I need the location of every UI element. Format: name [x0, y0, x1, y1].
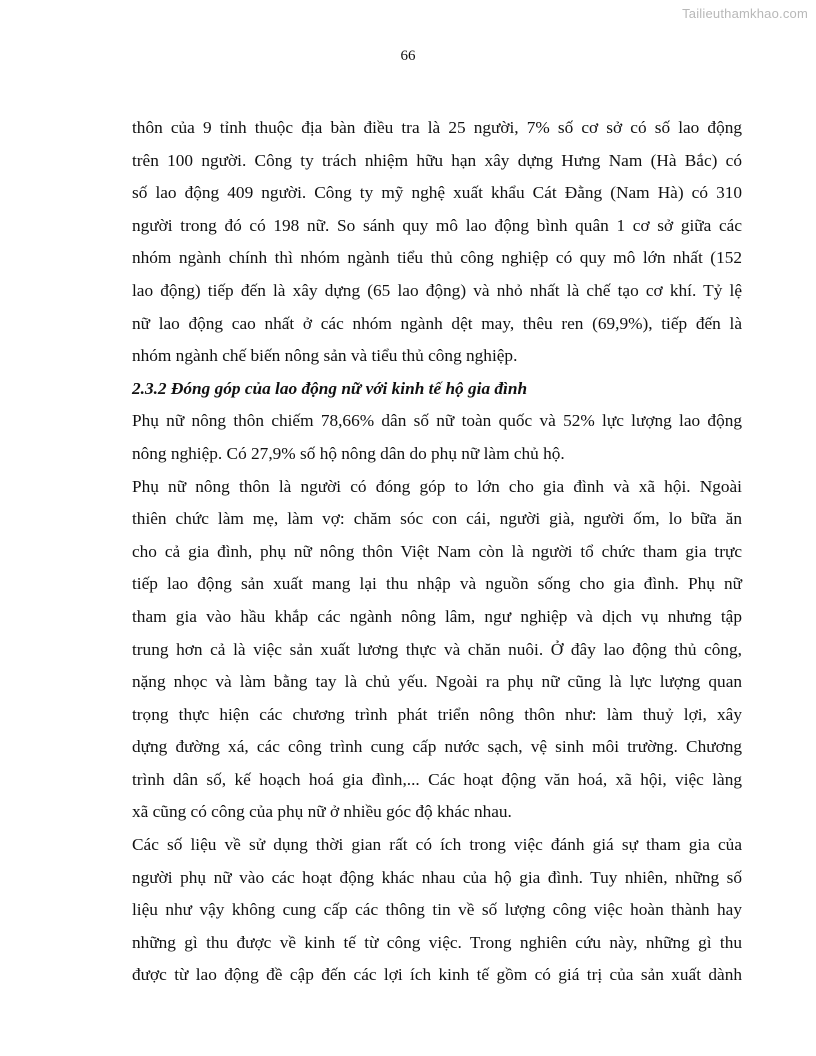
text-line: trên 100 người. Công ty trách nhiệm hữu hạn xây dựng Hưng Nam (Hà Bắc) có	[132, 150, 742, 170]
text-line: trung hơn cả là việc sản xuất lương thực và chăn nuôi. Ở đây lao động thủ công,	[132, 639, 742, 659]
text-line: nông nghiệp. Có 27,9% số hộ nông dân do phụ nữ làm chủ hộ.	[132, 443, 565, 463]
text-line: xã cũng có công của phụ nữ ở nhiều góc độ khác nhau.	[132, 802, 512, 822]
text-line: người trong đó có 198 nữ. So sánh quy mô lao động bình quân 1 cơ sở giữa các	[132, 215, 742, 235]
section-heading: 2.3.2 Đóng góp của lao động nữ với kinh tế hộ gia đình	[132, 378, 528, 398]
text-line: nữ lao động cao nhất ở các nhóm ngành dệt may, thêu ren (69,9%), tiếp đến là	[132, 313, 742, 333]
text-line: tham gia vào hầu khắp các ngành nông lâm, ngư nghiệp và dịch vụ nhưng tập	[132, 606, 742, 626]
text-line: số lao động 409 người. Công ty mỹ nghệ xuất khẩu Cát Đằng (Nam Hà) có 310	[132, 183, 742, 203]
text-line: Phụ nữ nông thôn chiếm 78,66% dân số nữ toàn quốc và 52% lực lượng lao động	[132, 411, 742, 431]
text-line: dựng đường xá, các công trình cung cấp nước sạch, vệ sinh môi trường. Chương	[132, 737, 742, 757]
paragraph-4	[132, 829, 742, 992]
text-line: nhóm ngành chính thì nhóm ngành tiểu thủ công nghiệp có quy mô lớn nhất (152	[132, 248, 742, 268]
paragraph-3	[132, 471, 742, 830]
document-body	[132, 112, 742, 992]
text-line: thiên chức làm mẹ, làm vợ: chăm sóc con cái, người già, người ốm, lo bữa ăn	[132, 509, 742, 529]
text-line: lao động) tiếp đến là xây dựng (65 lao động) và nhỏ nhất là chế tạo cơ khí. Tỷ lệ	[132, 280, 742, 300]
text-line: trọng thực hiện các chương trình phát triển nông thôn như: làm thuỷ lợi, xây	[132, 704, 742, 724]
text-line: thôn của 9 tỉnh thuộc địa bàn điều tra là 25 người, 7% số cơ sở có số lao động	[132, 118, 742, 137]
text-line: nhóm ngành chế biến nông sản và tiểu thủ công nghiệp.	[132, 346, 518, 366]
watermark: Tailieuthamkhao.com	[682, 6, 808, 21]
text-line: Phụ nữ nông thôn là người có đóng góp to lớn cho gia đình và xã hội. Ngoài	[132, 476, 742, 496]
text-line: Các số liệu về sử dụng thời gian rất có ích trong việc đánh giá sự tham gia của	[132, 835, 742, 855]
text-line: cho cả gia đình, phụ nữ nông thôn Việt Nam còn là người tổ chức tham gia trực	[132, 541, 742, 561]
text-line: trình dân số, kế hoạch hoá gia đình,... Các hoạt động văn hoá, xã hội, việc làng	[132, 769, 742, 789]
paragraph-1	[132, 112, 742, 373]
text-line: được từ lao động đề cập đến các lợi ích kinh tế gồm có giá trị của sản xuất dành	[132, 965, 742, 985]
page-number: 66	[400, 48, 416, 64]
text-line: liệu như vậy không cung cấp các thông tin về số lượng công việc hoàn thành hay	[132, 900, 742, 920]
text-line: nặng nhọc và làm bằng tay là chủ yếu. Ngoài ra phụ nữ cũng là lực lượng quan	[132, 672, 742, 692]
text-line: tiếp lao động sản xuất mang lại thu nhập và nguồn sống cho gia đình. Phụ nữ	[132, 574, 742, 594]
paragraph-2	[132, 405, 742, 470]
text-line: những gì thu được về kinh tế từ công việc. Trong nghiên cứu này, những gì thu	[132, 932, 742, 952]
text-line: người phụ nữ vào các hoạt động khác nhau của hộ gia đình. Tuy nhiên, những số	[132, 867, 742, 887]
